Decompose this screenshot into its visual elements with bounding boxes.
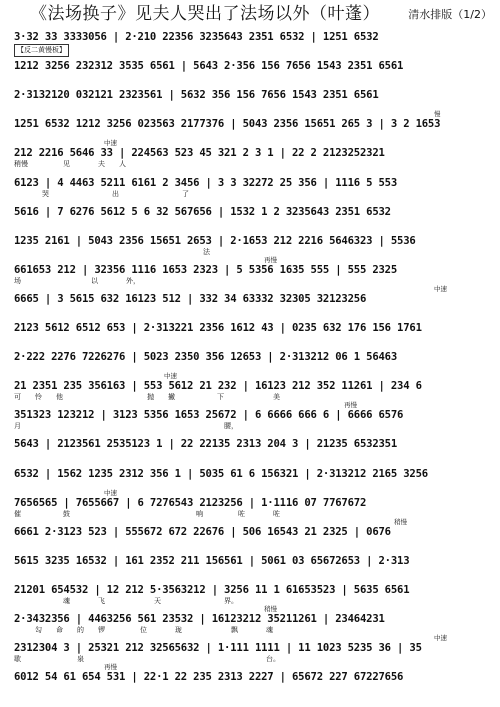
- lyric-line: 歇 泉 台。: [14, 655, 280, 664]
- notation-line: 21 2351 235 356163 | 553 5612 21 232 | 16123 212 352 11261 | 234 6: [14, 380, 422, 393]
- tempo-mark: 中速: [104, 139, 117, 148]
- score-system: [14, 171, 490, 199]
- notation-line: 2·222 2276 7226276 | 5023 2350 356 12653 | 2·313212 06 1 56463: [14, 351, 398, 364]
- score-system: [14, 345, 490, 373]
- notation-line: 6012 54 61 654 531 | 22·1 22 235 2313 2227 | 65672 227 67227656: [14, 671, 404, 684]
- score-system: [14, 141, 490, 169]
- lyric-line: 稍慢 见 夫 人: [14, 160, 126, 169]
- score-system: [14, 316, 490, 344]
- notation-line: 2·3432356 | 4463256 561 23532 | 16123212 35211261 | 23464231: [14, 613, 385, 625]
- tempo-mark: 再慢: [264, 255, 277, 264]
- lyric-line: [14, 306, 490, 315]
- lyric-line: 哭 出 了: [14, 189, 189, 198]
- lyric-line: 场 以 外，: [14, 276, 140, 285]
- notation-line: 2312304 3 | 25321 212 32565632 | 1·111 1111 | 11 1023 5235 36 | 35: [14, 642, 422, 655]
- score-system: [14, 549, 490, 577]
- notation-line: 21201 654532 | 12 212 5·3563212 | 3256 11 1 61653523 | 5635 6561: [14, 583, 410, 596]
- score-system: [14, 432, 490, 460]
- score-system: [14, 462, 490, 490]
- score-system: [14, 83, 490, 111]
- score-byline: 清水排版（1/2）: [408, 8, 492, 21]
- lyric-line: [14, 102, 490, 111]
- tempo-mark: 再慢: [344, 401, 357, 410]
- tempo-mark: 中速: [104, 488, 117, 497]
- score-system: [14, 284, 490, 315]
- lyric-line: 勾 命 的 锣 位 珑 飘 魂: [14, 626, 273, 634]
- lyric-line: 法: [14, 247, 210, 256]
- score-system: [14, 517, 490, 548]
- notation-line: 212 2216 5646 33 | 224563 523 45 321 2 3 1 | 22 2 2123252321: [14, 147, 385, 160]
- notation-line: 5615 3235 16532 | 161 2352 211 156561 | 5061 03 65672653 | 2·313: [14, 554, 410, 567]
- score-system: [14, 229, 490, 257]
- score-system: [14, 25, 490, 53]
- tempo-mark: 稍慢: [264, 605, 277, 613]
- score-system: [14, 578, 490, 606]
- score-system: [14, 374, 490, 402]
- score-system: [14, 488, 490, 519]
- score-system: [14, 255, 490, 286]
- lyric-line: 催 鼓 响 咗 咗: [14, 509, 280, 518]
- score-title: 《法场换子》见夫人哭出了法场以外（叶蓬）: [30, 4, 380, 24]
- score-system: [14, 200, 490, 228]
- lyric-line: [14, 335, 490, 344]
- notation-line: 1212 3256 232312 3535 6561 | 5643 2·356 156 7656 1543 2351 6561: [14, 60, 404, 73]
- lyric-line: [14, 73, 490, 82]
- notation-line: 6661 2·3123 523 | 555672 672 22676 | 506 16543 21 2325 | 0676: [14, 525, 391, 538]
- score-system: [14, 636, 490, 664]
- score-system: [14, 112, 490, 140]
- notation-line: 7656565 | 7655667 | 6 7276543 2123256 | 1·1116 07 7767672: [14, 496, 367, 509]
- lyric-line: [14, 131, 490, 140]
- lyric-line: [14, 219, 490, 228]
- score-system: [14, 665, 490, 693]
- notation-line: 3·32 33 3333056 | 2·210 22356 3235643 2351 6532 | 1251 6532: [14, 31, 379, 43]
- lyric-line: [14, 684, 490, 693]
- notation-line: 6665 | 3 5615 632 16123 512 | 332 34 63332 32305 32123256: [14, 292, 367, 305]
- lyric-line: 可 怜 他 抛 撇 下 美: [14, 393, 280, 402]
- notation-line: 5616 | 7 6276 5612 5 6 32 567656 | 1532 1 2 3235643 2351 6532: [14, 205, 391, 218]
- tempo-mark: 再慢: [104, 663, 117, 672]
- score-system: [14, 403, 490, 431]
- lyric-line: [14, 481, 490, 490]
- notation-line: 661653 212 | 32356 1116 1653 2323 | 5 5356 1635 555 | 555 2325: [14, 263, 398, 276]
- lyric-line: [14, 364, 490, 373]
- tempo-mark: 稍慢: [394, 517, 407, 526]
- notation-line: 6123 | 4 4463 5211 6161 2 3456 | 3 3 32272 25 356 | 1116 5 553: [14, 176, 398, 189]
- notation-line: 2·3132120 032121 2323561 | 5632 356 156 7656 1543 2351 6561: [14, 89, 379, 102]
- lyric-line: 魂 飞 天 界。: [14, 596, 238, 605]
- tempo-mark: 中速: [164, 372, 177, 381]
- notation-line: 5643 | 2123561 2535123 1 | 22 22135 2313 204 3 | 21235 6532351: [14, 438, 398, 451]
- score-system: [14, 54, 490, 82]
- lyric-line: [14, 539, 490, 548]
- notation-line: 1235 2161 | 5043 2356 15651 2653 | 2·1653 212 2216 5646323 | 5536: [14, 234, 416, 247]
- tempo-mark: 中速: [434, 634, 447, 643]
- lyric-line: 月 腰，: [14, 422, 238, 431]
- notation-line: 6532 | 1562 1235 2312 356 1 | 5035 61 6 156321 | 2·313212 2165 3256: [14, 467, 428, 480]
- section-tag: 【反二黄慢板】: [14, 44, 69, 57]
- notation-line: 351323 123212 | 3123 5356 1653 25672 | 6 6666 666 6 | 6666 6576: [14, 409, 404, 422]
- score-system: [14, 607, 490, 635]
- notation-line: 1251 6532 1212 3256 023563 2177376 | 5043 2356 15651 265 3 | 3 2 1653: [14, 118, 441, 131]
- tempo-mark: 中速: [434, 284, 447, 293]
- notation-line: 2123 5612 6512 653 | 2·313221 2356 1612 43 | 0235 632 176 156 1761: [14, 322, 422, 334]
- lyric-line: [14, 568, 490, 577]
- lyric-line: [14, 451, 490, 460]
- tempo-mark: 慢: [434, 110, 441, 119]
- lyric-line: [14, 44, 490, 53]
